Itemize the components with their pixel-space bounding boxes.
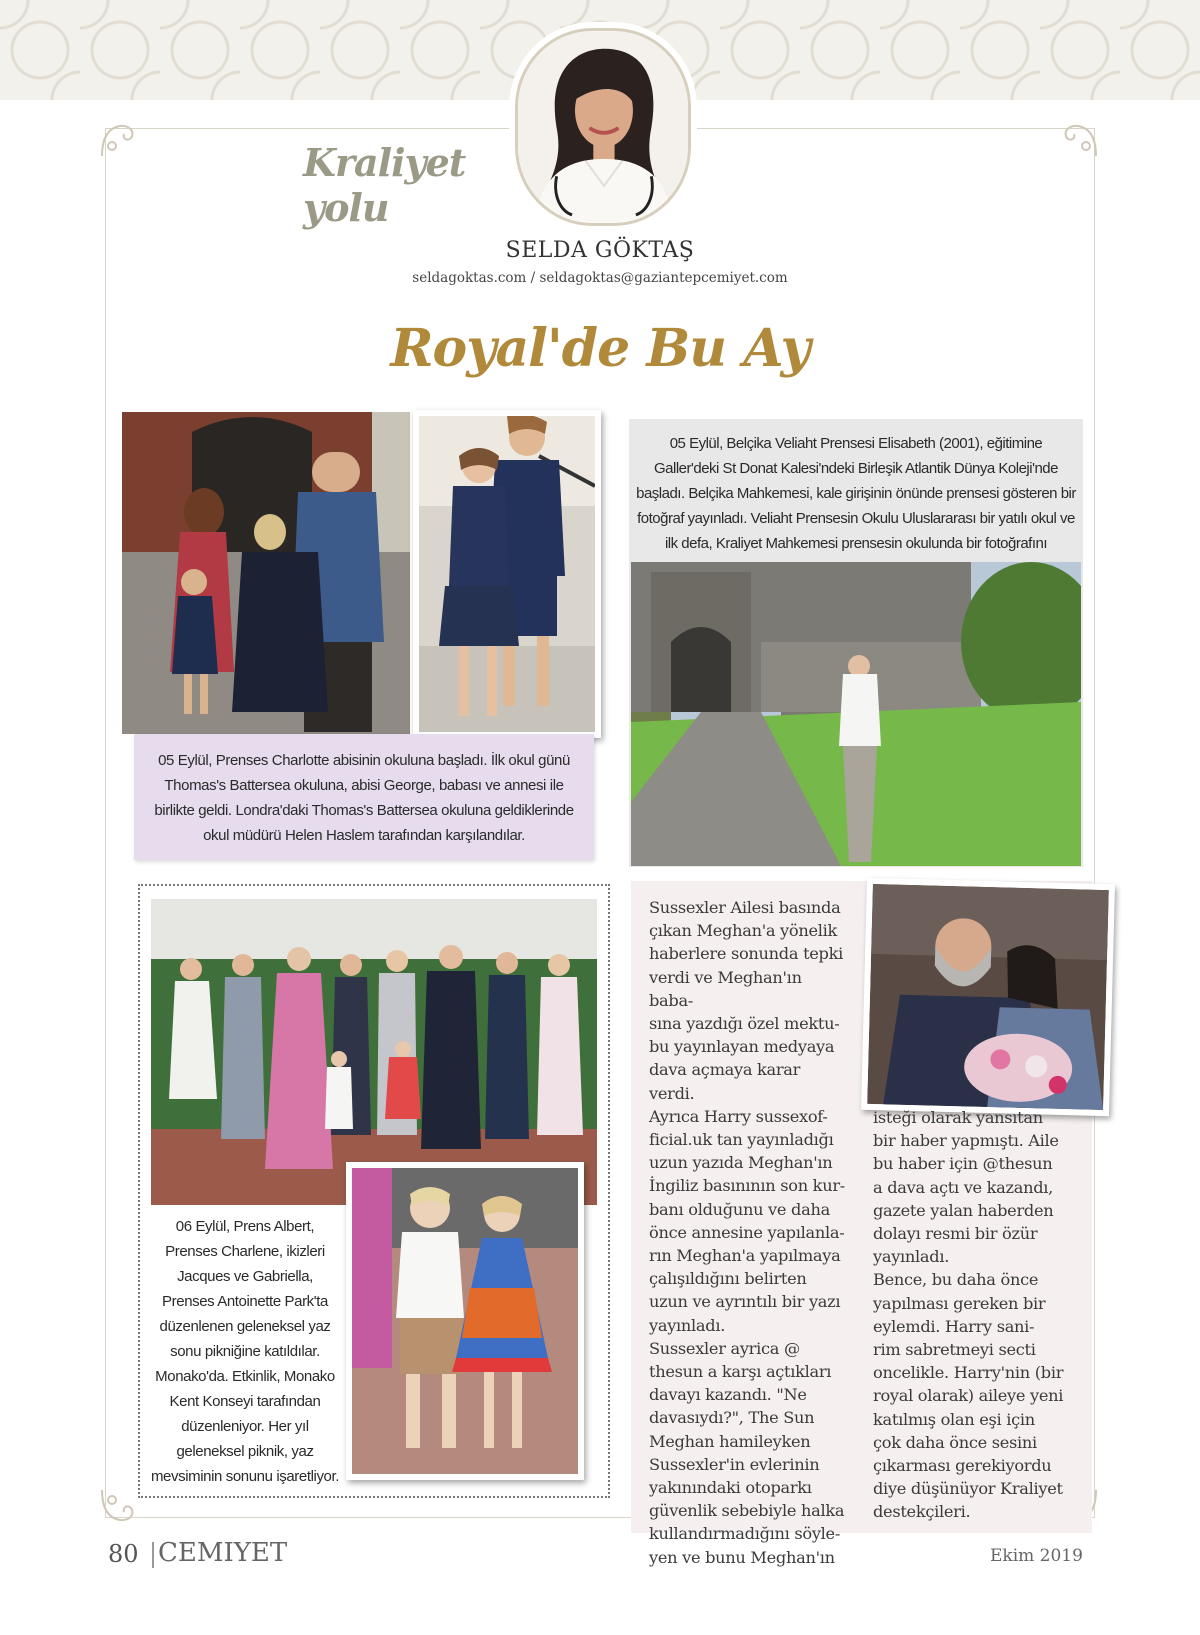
caption-albert: 06 Eylül, Prens Albert, Prenses Charlene, ikizleri Jacques ve Gabriella, Prenses Antoinette Park'ta düzenlenen geleneksel yaz sonu pikniğine katıldılar. Monako'da. Etkinlik, Monako Kent Konseyi tarafından düzenleniyor. Her yıl geleneksel piknik, yaz mevsiminin sonunu işaretliyor. xyxy=(150,1218,340,1485)
page-number: 80 xyxy=(108,1540,139,1568)
main-title: Royal'de Bu Ay xyxy=(390,318,810,379)
author-contact: seldagoktas.com / seldagoktas@gaziantepcemiyet.com xyxy=(412,270,788,286)
corner-ornament-icon xyxy=(98,1486,140,1528)
magazine-name: CEMIYET xyxy=(158,1538,288,1568)
caption-charlotte: 05 Eylül, Prenses Charlotte abisinin okuluna başladı. İlk okul günü Thomas's Battersea okuluna, abisi George, babası ve annesi ile birlikte geldi. Londra'daki Thomas's Battersea okuluna geldiklerinde okul müdürü Helen Haslem tarafından karşılandılar. xyxy=(134,734,594,860)
corner-ornament-icon xyxy=(98,118,140,160)
author-portrait xyxy=(515,28,691,226)
author-name: SELDA GÖKTAŞ xyxy=(505,238,695,263)
footer-divider xyxy=(152,1542,154,1568)
article-column-2 xyxy=(873,1106,1073,1524)
photo-charlotte-family xyxy=(122,412,410,734)
corner-ornament-icon xyxy=(1058,118,1100,160)
photo-elisabeth-castle xyxy=(631,562,1081,866)
photo-monaco-group xyxy=(151,899,597,1205)
article-text-2: isteği olarak yansıtan bir haber yapmıştı. Aile bu haber için @thesun a dava açtı ve kazandı, gazete yalan haberden dolayı resmi bir özür yayınladı. Bence, bu daha önce yapılması gereken bir eylemdi. Harry sani- rim sabretmeyi secti oncelikle. Harry'nin (bir royal olarak) aileye yeni katılmış olan eşi için çok daha önce sesini çıkarması gerekiyordu diye düşünüyor Kraliyet destekçileri. xyxy=(873,1108,1064,1522)
photo-thomas-markle xyxy=(861,878,1115,1116)
column-title: Kraliyet yolu xyxy=(303,140,466,230)
caption-elisabeth: 05 Eylül, Belçika Veliaht Prensesi Elisabeth (2001), eğitimine Galler'deki St Donat Kalesi'ndeki Birleşik Atlantik Dünya Koleji'nde başladı. Belçika Mahkemesi, kale girişinin önünde prensesi gösteren bir fotoğraf yayınladı. Veliaht Prensesin Okulu Uluslararası bir yatılı okul ve ilk defa, Kraliyet Mahkemesi prensesin okulunda bir fotoğrafını xyxy=(636,435,1076,552)
article-column-1 xyxy=(649,896,849,1569)
article-text-1: Sussexler Ailesi basında çıkan Meghan'a yönelik haberlere sonunda tepki verdi ve Meghan'ın baba- sına yazdığı özel mektu- bu yayınlayan medyaya dava açmaya karar verdi. Ayrıca Harry sussexof- ficial.uk tan yayınladığı uzun yazıda Meghan'ın İngiliz basınının son kur- banı olduğunu ve daha önce annesine yapılanla- rın Meghan'a yapılmaya çalışıldığını belirten uzun ve ayrıntılı bir yazı yayınladı. Sussexler ayrica @ thesun a karşı açtıkları davayı kazandı. "Ne davasıydı?", The Sun Meghan hamileyken Sussexler'in evlerinin yakınındaki otoparkı güvenlik sebebiyle halka kullandırmadığını söyle- yen ve bunu Meghan'ın xyxy=(649,898,845,1567)
photo-george-charlotte xyxy=(413,410,601,738)
issue-date: Ekim 2019 xyxy=(990,1546,1083,1566)
photo-jacques-gabriella xyxy=(346,1162,584,1480)
